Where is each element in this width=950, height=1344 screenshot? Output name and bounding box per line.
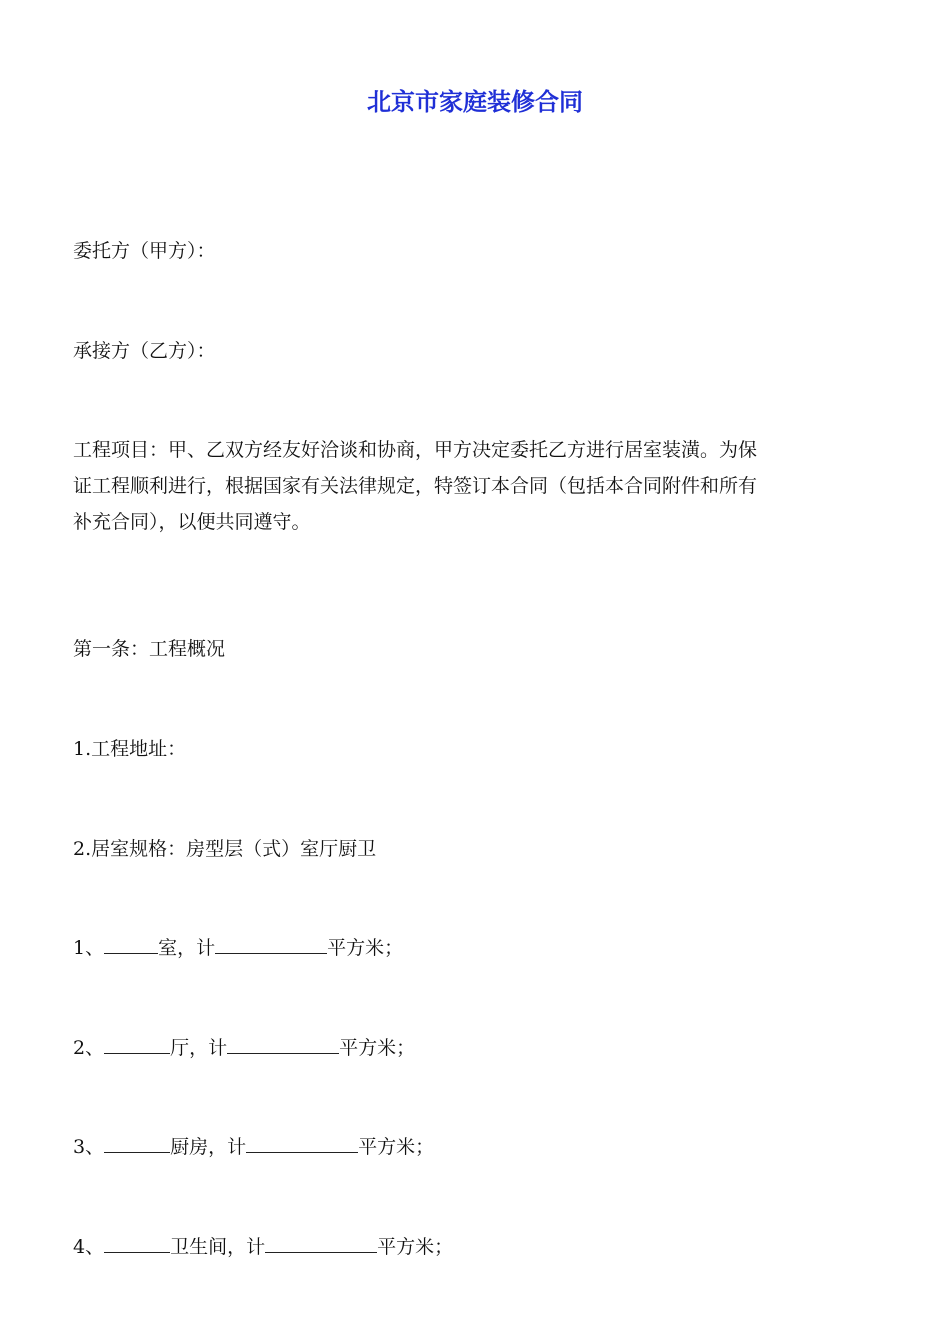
area-blank: [246, 1134, 358, 1153]
room-count-blank: [104, 1234, 170, 1253]
area-blank: [215, 935, 327, 954]
room-line-2: [73, 1030, 883, 1066]
address-line: 1.工程地址：: [73, 738, 187, 760]
room-number: 4、: [73, 1236, 105, 1258]
room-label: 厨房，计: [170, 1136, 247, 1158]
area-unit: 平方米；: [339, 1037, 416, 1059]
room-count-blank: [104, 1134, 170, 1153]
area-blank: [227, 1035, 339, 1054]
room-number: 2、: [73, 1037, 105, 1059]
project-line-1: 工程项目：甲、乙双方经友好洽谈和协商，甲方决定委托乙方进行居室装潢。为保: [73, 439, 758, 461]
party-b-line: 承接方（乙方）：: [73, 340, 216, 362]
room-line-3: [73, 1129, 883, 1165]
area-unit: 平方米；: [327, 937, 404, 959]
room-label: 厅，计: [170, 1037, 228, 1059]
project-line-2: 证工程顺利进行，根据国家有关法律规定，特签订本合同（包括本合同附件和所有: [73, 475, 758, 497]
project-line-3: 补充合同），以便共同遵守。: [73, 511, 311, 533]
document-title: 北京市家庭装修合同: [367, 88, 583, 116]
spec-line: 2.居室规格：房型层（式）室厅厨卫: [73, 838, 377, 860]
article-1-heading: 第一条：工程概况: [73, 638, 226, 660]
project-paragraph: [73, 432, 883, 540]
room-count-blank: [104, 1035, 170, 1054]
area-blank: [265, 1234, 377, 1253]
area-unit: 平方米；: [377, 1236, 454, 1258]
room-label: 卫生间，计: [170, 1236, 266, 1258]
room-number: 3、: [73, 1136, 105, 1158]
party-a-line: 委托方（甲方）：: [73, 240, 216, 262]
room-line-1: [73, 930, 883, 966]
room-line-4: [73, 1229, 883, 1265]
room-count-blank: [104, 935, 158, 954]
room-number: 1、: [73, 937, 105, 959]
room-label: 室，计: [158, 937, 216, 959]
area-unit: 平方米；: [358, 1136, 435, 1158]
